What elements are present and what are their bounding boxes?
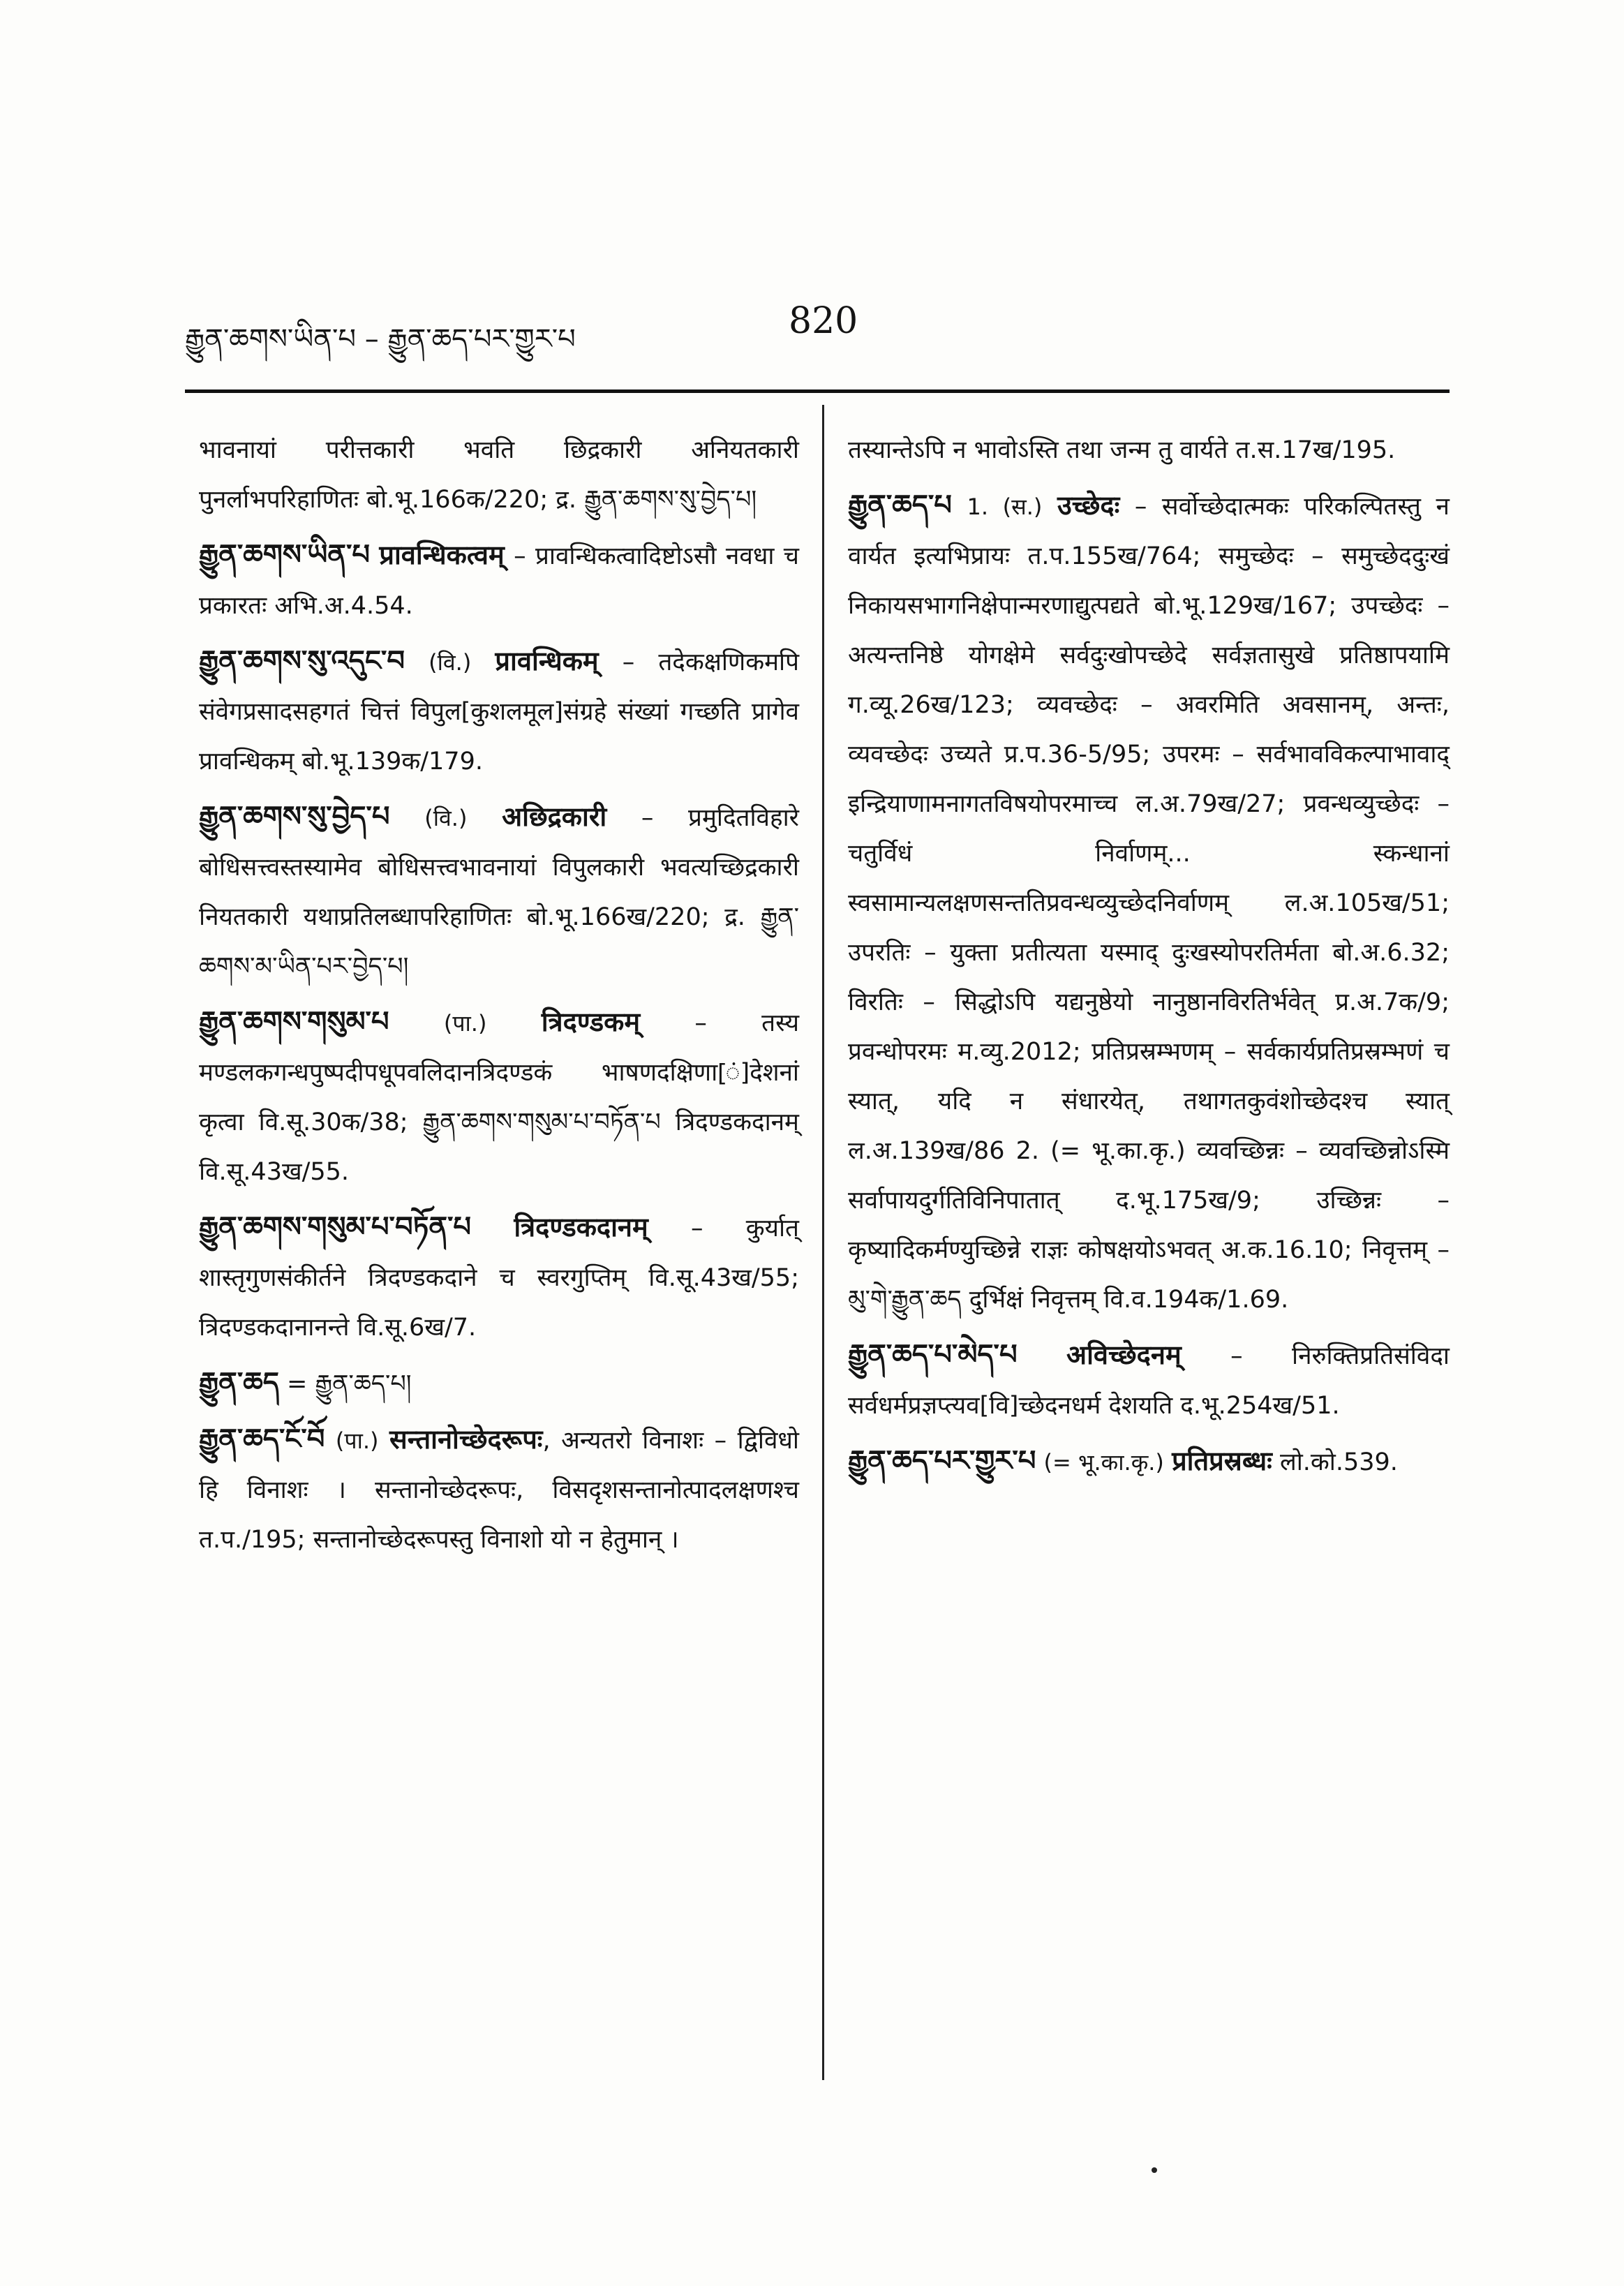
tibetan-headword: རྒྱུན་ཆགས་སུ་བྱེད་པ xyxy=(199,801,390,833)
stray-dot xyxy=(1152,2167,1157,2173)
tibetan-headword: རྒྱུན་ཆགས་ཡིན་པ xyxy=(199,539,370,571)
tibetan-headword: རྒྱུན་ཆད་པ xyxy=(848,489,952,521)
sanskrit-headword: त्रिदण्डकदानम् xyxy=(514,1212,648,1242)
grammar-label: (वि.) xyxy=(424,805,468,831)
sanskrit-headword: त्रिदण्डकम् xyxy=(541,1007,641,1037)
dictionary-entry xyxy=(199,1203,799,1353)
sanskrit-headword: प्रतिप्रस्रब्धः xyxy=(1172,1446,1272,1476)
grammar-label: (= भू.का.कृ.) xyxy=(1043,1449,1164,1476)
grammar-label: (वि.) xyxy=(429,649,472,676)
grammar-label: 1. (स.) xyxy=(967,493,1043,520)
entry-text: – तदेकक्षणिकमपि संवेगप्रसादसहगतं चित्तं विपुल[कुशलमूल]संग्रहे संख्यां गच्छति प्रागेव प्रावन्धिकम् बो.भू.139क/179. xyxy=(199,648,799,775)
dictionary-entry xyxy=(848,426,1450,475)
grammar-label: (पा.) xyxy=(335,1427,379,1454)
tibetan-headword: རྒྱུན་ཆད་ངོ་བོ xyxy=(199,1423,325,1455)
dictionary-entry xyxy=(199,1415,799,1565)
right-column xyxy=(848,426,1450,1487)
dictionary-entry xyxy=(199,637,799,787)
dictionary-entry xyxy=(199,997,799,1197)
entry-text: भावनायां परीत्तकारी भवति छिद्रकारी अनियतकारी पुनर्लाभपरिहाणितः बो.भू.166क/220; द्र. རྒྱུན་ཆགས་སུ་བྱེད་པ། xyxy=(199,436,799,514)
dictionary-entry xyxy=(199,792,799,992)
sanskrit-headword: अछिद्रकारी xyxy=(502,801,607,832)
dictionary-entry xyxy=(848,481,1450,1325)
entry-text: , अन्यतरो विनाशः – द्विविधो हि विनाशः । सन्तानोच्छेदरूपः, विसदृशसन्तानोत्पादलक्षणश्च त.प./195; सन्तानोच्छेदरूपस्तु विनाशो यो न हेतुमान् । xyxy=(199,1427,799,1554)
left-column xyxy=(199,426,799,1565)
entry-text: – निरुक्तिप्रतिसंविदा सर्वधर्मप्रज्ञप्त्यव[वि]च्छेदनधर्म देशयति द.भू.254ख/51. xyxy=(848,1342,1450,1420)
dictionary-entry xyxy=(848,1330,1450,1431)
entry-text: – सर्वोच्छेदात्मकः परिकल्पितस्तु न वार्यत इत्यभिप्रायः त.प.155ख/764; समुच्छेदः – समुच्छेददुःखं निकायसभागनिक्षेपान्मरणाद्युत्पद्यते बो.भू.129ख/167; उपच्छेदः – अत्यन्तनिष्ठे योगक्षेमे सर्वदुःखोपच्छेदे सर्वज्ञतासुखे प्रतिष्ठापयामि ग.व्यू.26ख/123; व्यवच्छेदः – अवरमिति अवसानम्, अन्तः, व्यवच्छेदः उच्यते प्र.प.36-5/95; उपरमः – सर्वभावविकल्पाभावाद् इन्द्रियाणामनागतविषयोपरमाच्च ल.अ.79ख/27; प्रवन्धव्युच्छेदः – चतुर्विधं निर्वाणम्... स्कन्धानां स्वसामान्यलक्षणसन्ततिप्रवन्धव्युच्छेदनिर्वाणम् ल.अ.105ख/51; उपरतिः – युक्ता प्रतीत्यता यस्माद् दुःखस्योपरतिर्मता बो.अ.6.32; विरतिः – सिद्धोऽपि यद्यनुष्ठेयो नानुष्ठानविरतिर्भवेत् प्र.अ.7क/9; प्रवन्धोपरमः म.व्यु.2012; प्रतिप्रस्रम्भणम् – सर्वकार्यप्रतिप्रस्रम्भणं च स्यात्, यदि न संधारयेत्, तथागतकुवंशोच्छेदश्च स्यात् ल.अ.139ख/86 2. (= भू.का.कृ.) व्यवच्छिन्नः – व्यवच्छिन्नोऽस्मि सर्वापायदुर्गतिविनिपातात् द.भू.175ख/9; उच्छिन्नः – कृष्यादिकर्मण्युच्छिन्ने राज्ञः कोषक्षयोऽभवत् अ.क.16.10; निवृत्तम् – མུ་གེ་རྒྱུན་ཆད दुर्भिक्षं निवृत्तम् वि.व.194क/1.69. xyxy=(848,493,1450,1314)
page-header xyxy=(185,300,1441,363)
entry-text: लो.को.539. xyxy=(1272,1448,1398,1476)
tibetan-headword: རྒྱུན་ཆགས་གསུམ་པ xyxy=(199,1006,389,1038)
tibetan-headword: རྒྱུན་ཆགས་སུ་འདུང་བ xyxy=(199,645,405,677)
sanskrit-headword: सन्तानोच्छेदरूपः xyxy=(389,1424,543,1455)
header-rule xyxy=(185,389,1450,393)
sanskrit-headword: प्रावन्धिकम् xyxy=(495,646,599,676)
sanskrit-headword: प्रावन्धिकत्वम् xyxy=(379,540,505,570)
entry-text: – प्रावन्धिकत्वादिष्टोऽसौ नवधा च प्रकारतः अभि.अ.4.54. xyxy=(199,542,799,620)
entry-text: – कुर्यात् शास्तृगुणसंकीर्तने त्रिदण्डकदाने च स्वरगुप्तिम् वि.सू.43ख/55; त्रिदण्डकदानानन्ते वि.सू.6ख/7. xyxy=(199,1215,799,1342)
tibetan-headword: རྒྱུན་ཆད་པ་མེད་པ xyxy=(848,1339,1018,1371)
sanskrit-headword: उच्छेदः xyxy=(1057,490,1120,521)
page-number: 820 xyxy=(789,300,858,342)
tibetan-headword: རྒྱུན་ཆད xyxy=(199,1367,279,1399)
entry-text: – तस्य मण्डलकगन्धपुष्पदीपधूपवलिदानत्रिदण्डकं भाषणदक्षिणा[ं]देशनां कृत्वा वि.सू.30क/38; རྒྱུན་ཆགས་གསུམ་པ་བཏོན་པ त्रिदण्डकदानम् वि.सू.43ख/55. xyxy=(199,1009,799,1186)
tibetan-headword: རྒྱུན་ཆགས་གསུམ་པ་བཏོན་པ xyxy=(199,1211,472,1243)
entry-text: – प्रमुदितविहारे बोधिसत्त्वस्तस्यामेव बोधिसत्त्वभावनायां विपुलकारी भवत्यच्छिद्रकारी नियतकारी यथाप्रतिलब्धापरिहाणितः बो.भू.166ख/220; द्र. རྒྱུན་ཆགས་མ་ཡིན་པར་བྱེད་པ། xyxy=(199,804,799,981)
entry-text: = རྒྱུན་ཆད་པ། xyxy=(287,1370,412,1398)
entry-text: तस्यान्तेऽपि न भावोऽस्ति तथा जन्म तु वार्यते त.स.17ख/195. xyxy=(848,436,1396,464)
dictionary-entry xyxy=(199,1358,799,1409)
tibetan-headword: རྒྱུན་ཆད་པར་གྱུར་པ xyxy=(848,1445,1036,1477)
sanskrit-headword: अविच्छेदनम् xyxy=(1066,1339,1182,1370)
dictionary-entry xyxy=(199,426,799,525)
dictionary-entry xyxy=(848,1437,1450,1487)
running-head: རྒྱུན་ཆགས་ཡིན་པ – རྒྱུན་ཆད་པར་གྱུར་པ xyxy=(185,323,576,355)
grammar-label: (पा.) xyxy=(443,1010,487,1037)
dictionary-entry xyxy=(199,530,799,631)
column-divider xyxy=(822,405,824,2080)
